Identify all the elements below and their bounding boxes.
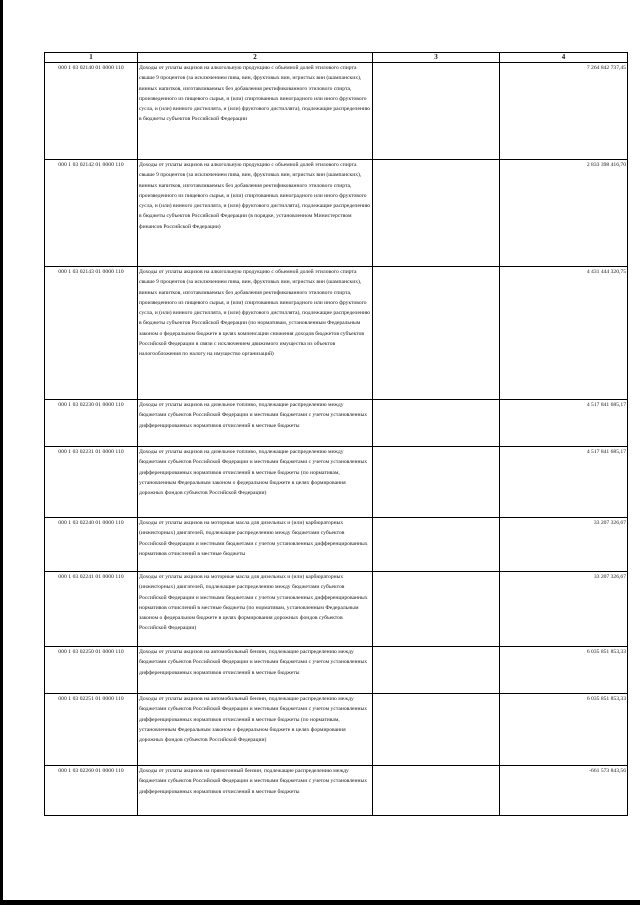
table-row bbox=[45, 647, 628, 694]
row-code: 000 1 03 02241 01 0000 110 bbox=[45, 572, 138, 647]
row-col3 bbox=[373, 647, 500, 694]
table-header bbox=[45, 53, 628, 63]
header-col-3: 3 bbox=[373, 53, 500, 63]
row-col3 bbox=[373, 518, 500, 572]
row-description: Доходы от уплаты акцизов на автомобильный бензин, подлежащие распределению между бюджетами субъектов Российской Федерации и местными бюджетами с учетом установленных дифференцированных нормативов отчислений в местные бюджеты (по нормативам, установленным Федеральным законом о федеральном бюджете в целях формирования дорожных фондов субъектов Российской Федерации) bbox=[138, 694, 373, 766]
row-code: 000 1 03 02250 01 0000 110 bbox=[45, 647, 138, 694]
table-row bbox=[45, 518, 628, 572]
table-row bbox=[45, 572, 628, 647]
row-amount: 7 264 842 737,45 bbox=[500, 63, 628, 160]
row-description: Доходы от уплаты акцизов на алкогольную продукцию с объемной долей этилового спирта свыше 9 процентов (за исключением пива, вин, фруктовых вин, игристых вин (шампанских), винных напитков, изготавливаемых без добавления ректификованного этилового спирта, произведенного из пищевого сырья, и (или) спиртованных виноградного или иного фруктового сусла, и (или) винного дистиллята, и (или) фруктового дистиллята), подлежащие распределению в бюджеты субъектов Российской Федерации (в порядке, установленном Министерством финансов Российской Федерации) bbox=[138, 160, 373, 267]
row-description: Доходы от уплаты акцизов на моторные масла для дизельных и (или) карбюраторных (инжекторных) двигателей, подлежащие распределению между бюджетами субъектов Российской Федерации и местными бюджетами с учетом установленных дифференцированных нормативов отчислений в местные бюджеты (по нормативам, установленным Федеральным законом о федеральном бюджете в целях формирования дорожных фондов субъектов Российской Федерации) bbox=[138, 572, 373, 647]
header-col-1: 1 bbox=[45, 53, 138, 63]
row-col3 bbox=[373, 447, 500, 518]
table-row bbox=[45, 267, 628, 400]
row-amount: 4 517 841 685,17 bbox=[500, 400, 628, 447]
row-col3 bbox=[373, 400, 500, 447]
row-amount: 4 517 841 685,17 bbox=[500, 447, 628, 518]
row-code: 000 1 03 02240 01 0000 110 bbox=[45, 518, 138, 572]
table-row bbox=[45, 447, 628, 518]
row-col3 bbox=[373, 694, 500, 766]
row-amount: 2 833 398 416,70 bbox=[500, 160, 628, 267]
row-amount: 6 035 851 853,33 bbox=[500, 694, 628, 766]
row-description: Доходы от уплаты акцизов на алкогольную продукцию с объемной долей этилового спирта свыше 9 процентов (за исключением пива, вин, фруктовых вин, игристых вин (шампанских), винных напитков, изготавливаемых без добавления ректификованного этилового спирта, произведенного из пищевого сырья, и (или) спиртованных виноградного или иного фруктового сусла, и (или) винного дистиллята, и (или) фруктового дистиллята), подлежащие распределению в бюджеты субъектов Российской Федерации (по нормативам, установленным Федеральным законом о федеральном бюджете в целях компенсации снижения доходов бюджетов субъектов Российской Федерации в связи с исключением движимого имущества из объектов налогообложения по налогу на имущество организаций) bbox=[138, 267, 373, 400]
row-code: 000 1 03 02260 01 0000 110 bbox=[45, 766, 138, 816]
row-code: 000 1 03 02231 01 0000 110 bbox=[45, 447, 138, 518]
row-code: 000 1 03 02143 01 0000 110 bbox=[45, 267, 138, 400]
row-code: 000 1 03 02251 01 0000 110 bbox=[45, 694, 138, 766]
row-amount: 6 035 851 853,33 bbox=[500, 647, 628, 694]
row-description: Доходы от уплаты акцизов на моторные масла для дизельных и (или) карбюраторных (инжекторных) двигателей, подлежащие распределению между бюджетами субъектов Российской Федерации и местными бюджетами с учетом установленных дифференцированных нормативов отчислений в местные бюджеты bbox=[138, 518, 373, 572]
row-amount: 33 207 326,67 bbox=[500, 572, 628, 647]
row-amount: 33 207 326,67 bbox=[500, 518, 628, 572]
table-body bbox=[45, 63, 628, 816]
scan-bottom-border bbox=[0, 900, 640, 905]
row-amount: 4 431 444 320,75 bbox=[500, 267, 628, 400]
row-amount: -661 573 843,56 bbox=[500, 766, 628, 816]
row-col3 bbox=[373, 63, 500, 160]
header-row bbox=[45, 53, 628, 63]
table-row bbox=[45, 766, 628, 816]
header-col-2: 2 bbox=[138, 53, 373, 63]
row-description: Доходы от уплаты акцизов на дизельное топливо, подлежащие распределению между бюджетами субъектов Российской Федерации и местными бюджетами с учетом установленных дифференцированных нормативов отчислений в местные бюджеты (по нормативам, установленным Федеральным законом о федеральном бюджете в целях формирования дорожных фондов субъектов Российской Федерации) bbox=[138, 447, 373, 518]
table-row bbox=[45, 63, 628, 160]
row-col3 bbox=[373, 160, 500, 267]
row-description: Доходы от уплаты акцизов на дизельное топливо, подлежащие распределению между бюджетами субъектов Российской Федерации и местными бюджетами с учетом установленных дифференцированных нормативов отчислений в местные бюджеты bbox=[138, 400, 373, 447]
row-code: 000 1 03 02142 01 0000 110 bbox=[45, 160, 138, 267]
table-row bbox=[45, 400, 628, 447]
row-description: Доходы от уплаты акцизов на автомобильный бензин, подлежащие распределению между бюджетами субъектов Российской Федерации и местными бюджетами с учетом установленных дифференцированных нормативов отчислений в местные бюджеты bbox=[138, 647, 373, 694]
table-row bbox=[45, 160, 628, 267]
row-col3 bbox=[373, 267, 500, 400]
header-col-4: 4 bbox=[500, 53, 628, 63]
row-description: Доходы от уплаты акцизов на прямогонный бензин, подлежащие распределению между бюджетами субъектов Российской Федерации и местными бюджетами с учетом установленных дифференцированных нормативов отчислений в местные бюджеты bbox=[138, 766, 373, 816]
row-col3 bbox=[373, 572, 500, 647]
scan-left-border bbox=[0, 0, 3, 905]
revenue-table bbox=[44, 52, 628, 816]
row-code: 000 1 03 02140 01 0000 110 bbox=[45, 63, 138, 160]
row-col3 bbox=[373, 766, 500, 816]
row-description: Доходы от уплаты акцизов на алкогольную продукцию с объемной долей этилового спирта свыше 9 процентов (за исключением пива, вин, фруктовых вин, игристых вин (шампанских), винных напитков, изготавливаемых без добавления ректификованного этилового спирта, произведенного из пищевого сырья, и (или) спиртованных виноградного или иного фруктового сусла, и (или) винного дистиллята, и (или) фруктового дистиллята), подлежащие распределению в бюджеты субъектов Российской Федерации bbox=[138, 63, 373, 160]
row-code: 000 1 03 02230 01 0000 110 bbox=[45, 400, 138, 447]
table-row bbox=[45, 694, 628, 766]
